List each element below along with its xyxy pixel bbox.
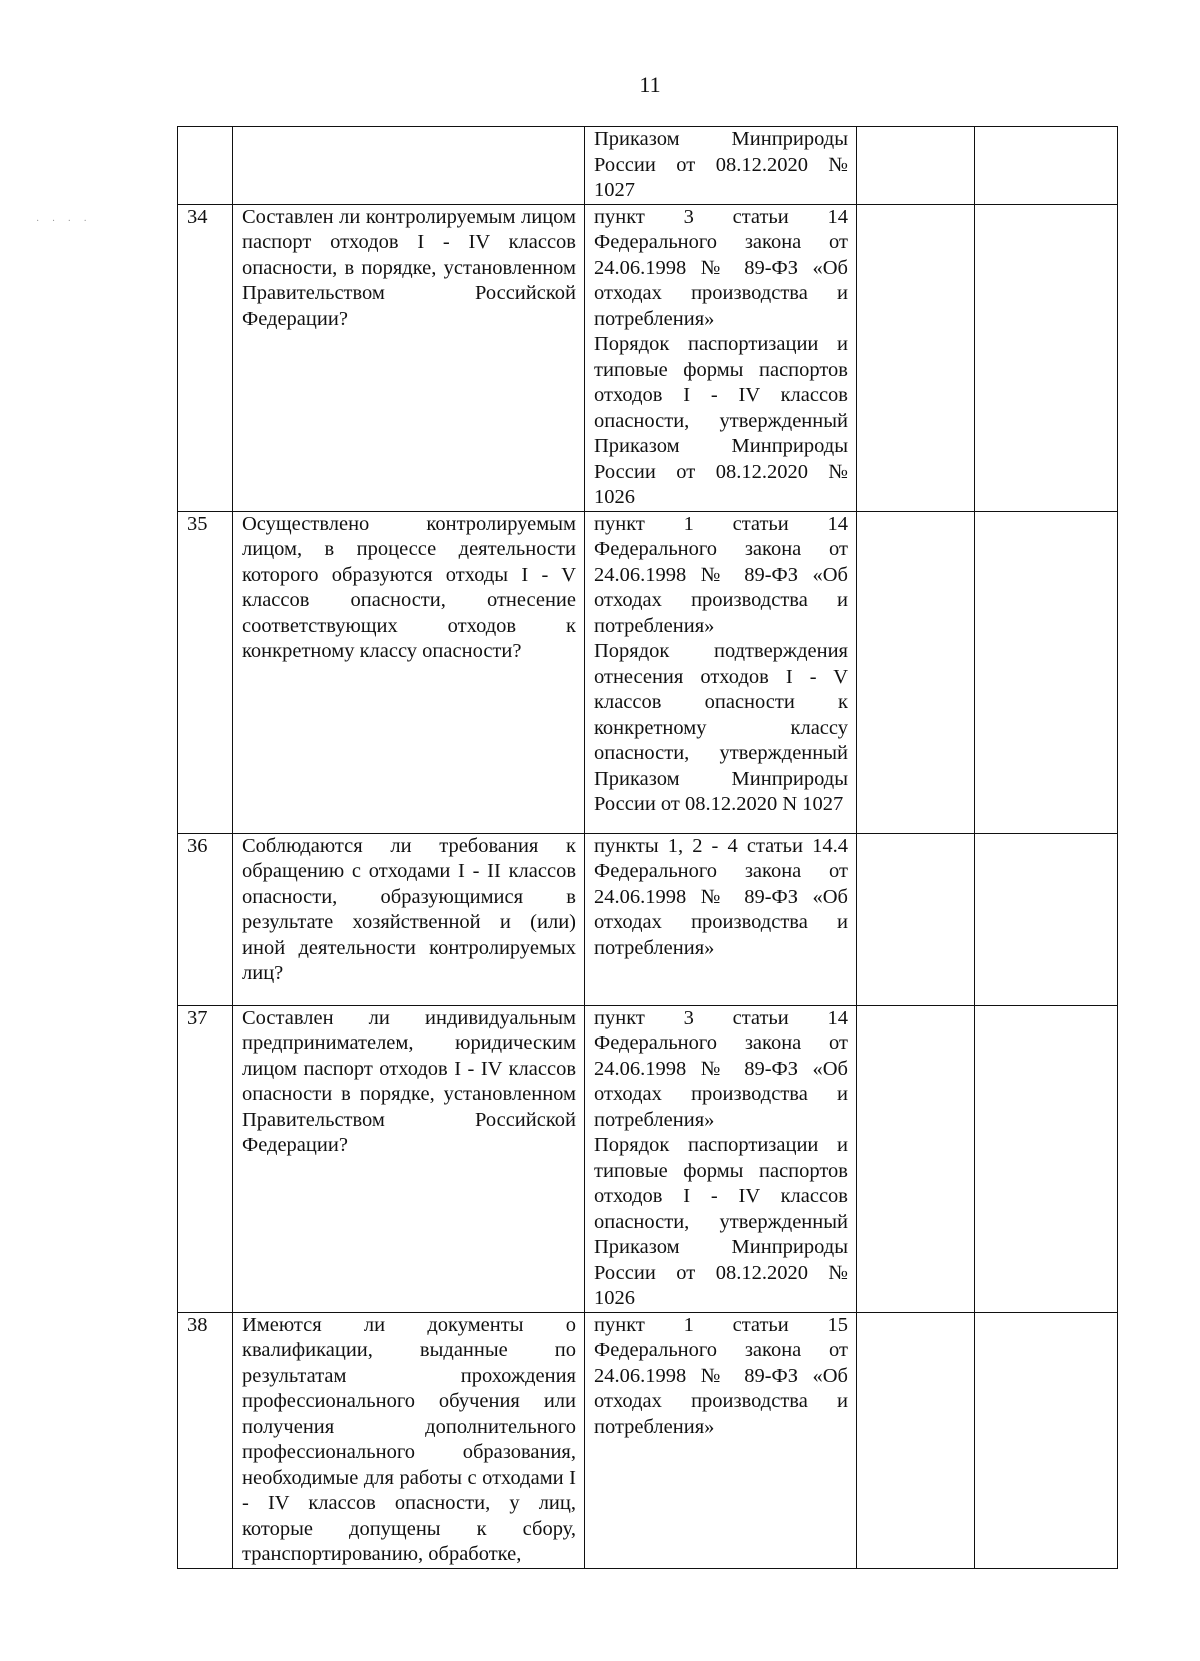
note-cell [975,1005,1118,1312]
answer-cell [857,833,975,1005]
requirement-question [233,127,585,205]
note-cell [975,511,1118,833]
row-number: 35 [178,511,233,833]
note-cell [975,1312,1118,1568]
row-number: 36 [178,833,233,1005]
requirement-question: Имеются ли документы о квалификации, выданные по результатам прохождения профессионального обучения или получения дополнительного профессионального образования, необходимые для работы с отходами I - IV классов опасности, у лиц, которые допущены к сбору, транспортированию, обработке, [233,1312,585,1568]
reference-text: Порядок паспортизации и типовые формы паспортов отходов I - IV классов опасности, утвержденный Приказом Минприроды России от 08.12.2020 № 1026 [594,333,848,508]
requirement-question: Составлен ли индивидуальным предпринимателем, юридическим лицом паспорт отходов I - IV классов опасности в порядке, установленном Правительством Российской Федерации? [233,1005,585,1312]
row-number [178,127,233,205]
page-number: 11 [639,72,661,97]
note-cell [975,833,1118,1005]
reference-text: пункт 1 статьи 14 Федерального закона от 24.06.1998 № 89-ФЗ «Об отходах производства и потребления» [594,512,848,637]
reference-text: пункты 1, 2 - 4 статьи 14.4 Федерального закона от 24.06.1998 № 89-ФЗ «Об отходах производства и потребления» [594,834,848,959]
reference-text: пункт 3 статьи 14 Федерального закона от 24.06.1998 № 89-ФЗ «Об отходах производства и потребления» [594,205,848,330]
note-cell [975,127,1118,205]
table-row [178,204,1118,511]
note-cell [975,204,1118,511]
legal-reference [585,204,857,511]
reference-text: Порядок паспортизации и типовые формы паспортов отходов I - IV классов опасности, утвержденный Приказом Минприроды России от 08.12.2020 № 1026 [594,1134,848,1309]
requirement-question: Осуществлено контролируемым лицом, в процессе деятельности которого образуются отходы I - V классов опасности, отнесение соответствующих отходов к конкретному классу опасности? [233,511,585,833]
legal-reference [585,833,857,1005]
table-row [178,511,1118,833]
row-number: 37 [178,1005,233,1312]
table-row [178,1005,1118,1312]
checklist-body [178,127,1118,1569]
legal-reference [585,127,857,205]
table-row [178,1312,1118,1568]
reference-text: Порядок подтверждения отнесения отходов I - V классов опасности к конкретному классу опасности, утвержденный Приказом Минприроды России от 08.12.2020 N 1027 [594,640,848,815]
answer-cell [857,127,975,205]
reference-text: пункт 1 статьи 15 Федерального закона от 24.06.1998 № 89-ФЗ «Об отходах производства и потребления» [594,1313,848,1438]
answer-cell [857,204,975,511]
answer-cell [857,1312,975,1568]
answer-cell [857,511,975,833]
legal-reference [585,511,857,833]
answer-cell [857,1005,975,1312]
requirement-question: Соблюдаются ли требования к обращению с отходами I - II классов опасности, образующимися в результате хозяйственной и (или) иной деятельности контролируемых лиц? [233,833,585,1005]
scan-artifact: · · · · [36,216,92,227]
checklist-table [177,126,1118,1569]
table-row [178,833,1118,1005]
reference-text: Приказом Минприроды России от 08.12.2020 № 1027 [594,128,848,201]
legal-reference [585,1005,857,1312]
table-row [178,127,1118,205]
row-number: 34 [178,204,233,511]
row-number: 38 [178,1312,233,1568]
legal-reference [585,1312,857,1568]
reference-text: пункт 3 статьи 14 Федерального закона от 24.06.1998 № 89-ФЗ «Об отходах производства и потребления» [594,1006,848,1131]
requirement-question: Составлен ли контролируемым лицом паспорт отходов I - IV классов опасности, в порядке, установленном Правительством Российской Федерации? [233,204,585,511]
